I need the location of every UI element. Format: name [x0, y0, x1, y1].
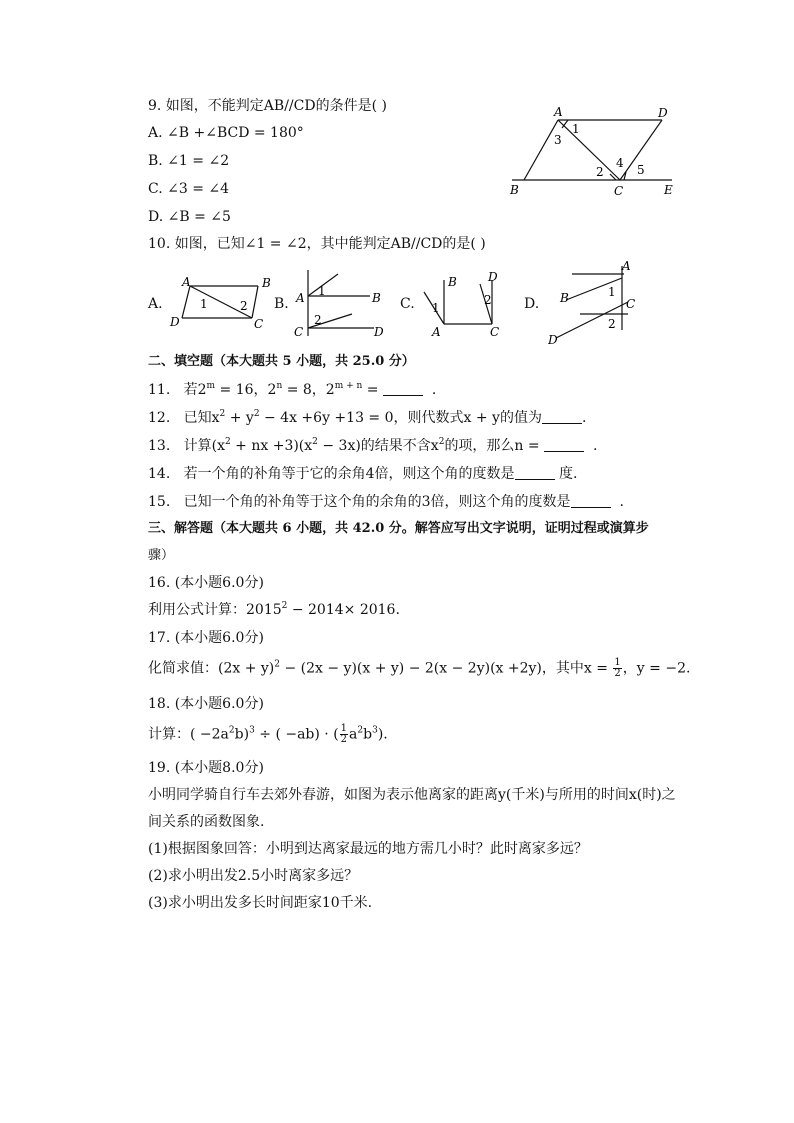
q19-line2: 间关系的函数图象. — [148, 814, 265, 830]
q17-body: 化简求值：$(2x + y)^2 - (2x - y)(x + y) - 2(x - 2y)(x +2y)$，其中x = $\frac{1}{2}$ ，y = −2. — [148, 657, 691, 679]
q10b-label-c: C — [294, 325, 304, 339]
q10d-label-d: D — [548, 333, 558, 347]
q10a-label-d: D — [170, 315, 180, 329]
q19-line1: 小明同学骑自行车去郊外春游，如图为表示他离家的距离y(千米)与所用的时间x(时)之 — [148, 787, 676, 803]
q14: 14. 若一个角的补角等于它的余角4倍，则这个角的度数是 度. — [148, 466, 578, 482]
q11-answer-blank[interactable] — [383, 381, 423, 396]
q17-header: 17. (本小题6.0分) — [148, 630, 264, 646]
q17-fraction: $\frac{1}{2}$ — [614, 657, 621, 679]
q9-angle-3: 3 — [554, 133, 562, 147]
q10a-label-c: C — [254, 317, 264, 331]
q19-header: 19. (本小题8.0分) — [148, 760, 264, 776]
q10-option-b-letter: B. — [274, 296, 289, 312]
q10b-label-d: D — [374, 325, 384, 339]
q10d-label-c: C — [626, 297, 636, 311]
q10d-label-b: B — [560, 291, 569, 305]
q10c-label-c: C — [490, 325, 500, 339]
q9-label-a: A — [554, 105, 563, 119]
q9-figure — [500, 100, 690, 200]
q10b-angle-2: 2 — [314, 313, 322, 327]
q10c-angle-1: 1 — [432, 301, 440, 315]
q10a-label-b: B — [262, 276, 271, 290]
q12-answer-blank[interactable] — [542, 409, 582, 424]
q19-sub3: (3)求小明出发多长时间距家10千米. — [148, 895, 373, 911]
q10c-label-a: A — [432, 325, 441, 339]
q13-answer-blank[interactable] — [544, 437, 584, 452]
q10d-label-a: A — [622, 259, 631, 273]
section-3-title-line1: 三、解答题（本大题共 6 小题，共 42.0 分。解答应写出文字说明，证明过程或演算步 — [148, 521, 649, 536]
q13: 13. 计算($x^2$ + nx $+3)(x^2 - 3x)$的结果不含$x^2$的项，那么n = . — [148, 437, 598, 454]
q10b-angle-1: 1 — [318, 284, 326, 298]
q18-header: 18. (本小题6.0分) — [148, 696, 264, 712]
q10-option-c-letter: C. — [400, 296, 415, 312]
q10d-angle-2: 2 — [608, 317, 616, 331]
q9-label-d: D — [658, 106, 668, 120]
q10-figure-c — [418, 266, 508, 342]
q10-option-d-letter: D. — [524, 296, 540, 312]
q15-answer-blank[interactable] — [571, 493, 611, 508]
q10c-label-d: D — [488, 270, 498, 284]
q18-fraction: $\frac{1}{2}$ — [340, 723, 348, 745]
q9-angle-5: 5 — [637, 163, 645, 177]
q9-option-b: B. ∠1 = ∠2 — [148, 153, 230, 169]
q10-figure-a — [166, 272, 276, 334]
q9-option-a: A. ∠B +∠BCD = 180° — [148, 125, 304, 141]
q16-header: 16. (本小题6.0分) — [148, 575, 264, 591]
q11: 11. 若$2^m = 16$，$2^n = 8$，$2^{m + n}$ = . — [148, 381, 437, 398]
q16-body: 利用公式计算：$2015^2 - 2014\times 2016$. — [148, 601, 400, 618]
q10-figure-d — [544, 258, 644, 348]
q9-option-d: D. ∠B = ∠5 — [148, 209, 231, 225]
section-2-title: 二、填空题（本大题共 5 小题，共 25.0 分） — [148, 354, 415, 369]
q10a-angle-2: 2 — [240, 299, 248, 313]
q9-stem: 9. 如图，不能判定AB//CD的条件是( ) — [148, 98, 387, 114]
q9-label-c: C — [614, 184, 624, 198]
q10a-label-a: A — [182, 275, 191, 289]
q10-figure-b — [290, 266, 390, 342]
q10c-angle-2: 2 — [484, 293, 492, 307]
q9-angle-2: 2 — [596, 165, 604, 179]
q10b-label-b: B — [372, 291, 381, 305]
q10-option-a-letter: A. — [148, 296, 163, 312]
q10d-angle-1: 1 — [608, 285, 616, 299]
q9-label-e: E — [664, 183, 673, 197]
q14-answer-blank[interactable] — [515, 465, 555, 480]
q18-body: 计算：( $-2a^2b)^3$ ÷ ( −ab) · ( $\frac{1}{2}$ $a^2b^3$). — [148, 723, 388, 745]
q15: 15. 已知一个角的补角等于这个角的余角的3倍，则这个角的度数是 . — [148, 494, 624, 510]
q19-sub1: (1)根据图象回答：小明到达离家最远的地方需几小时？此时离家多远？ — [148, 841, 588, 857]
section-3-title-line2: 骤） — [148, 548, 175, 563]
q10b-label-a: A — [296, 291, 305, 305]
q10c-label-b: B — [448, 275, 457, 289]
q19-sub2: (2)求小明出发2.5小时离家多远？ — [148, 868, 359, 884]
q10a-angle-1: 1 — [200, 297, 208, 311]
q12: 12. 已知$x^2 + y^2 - 4x +6y +13 = 0$，则代数式x + y的值为 . — [148, 409, 587, 426]
q9-angle-1: 1 — [572, 122, 580, 136]
q9-label-b: B — [510, 183, 519, 197]
q10-stem: 10. 如图，已知∠1 = ∠2，其中能判定AB//CD的是( ) — [148, 236, 486, 252]
q9-angle-4: 4 — [616, 156, 624, 170]
q9-option-c: C. ∠3 = ∠4 — [148, 181, 230, 197]
